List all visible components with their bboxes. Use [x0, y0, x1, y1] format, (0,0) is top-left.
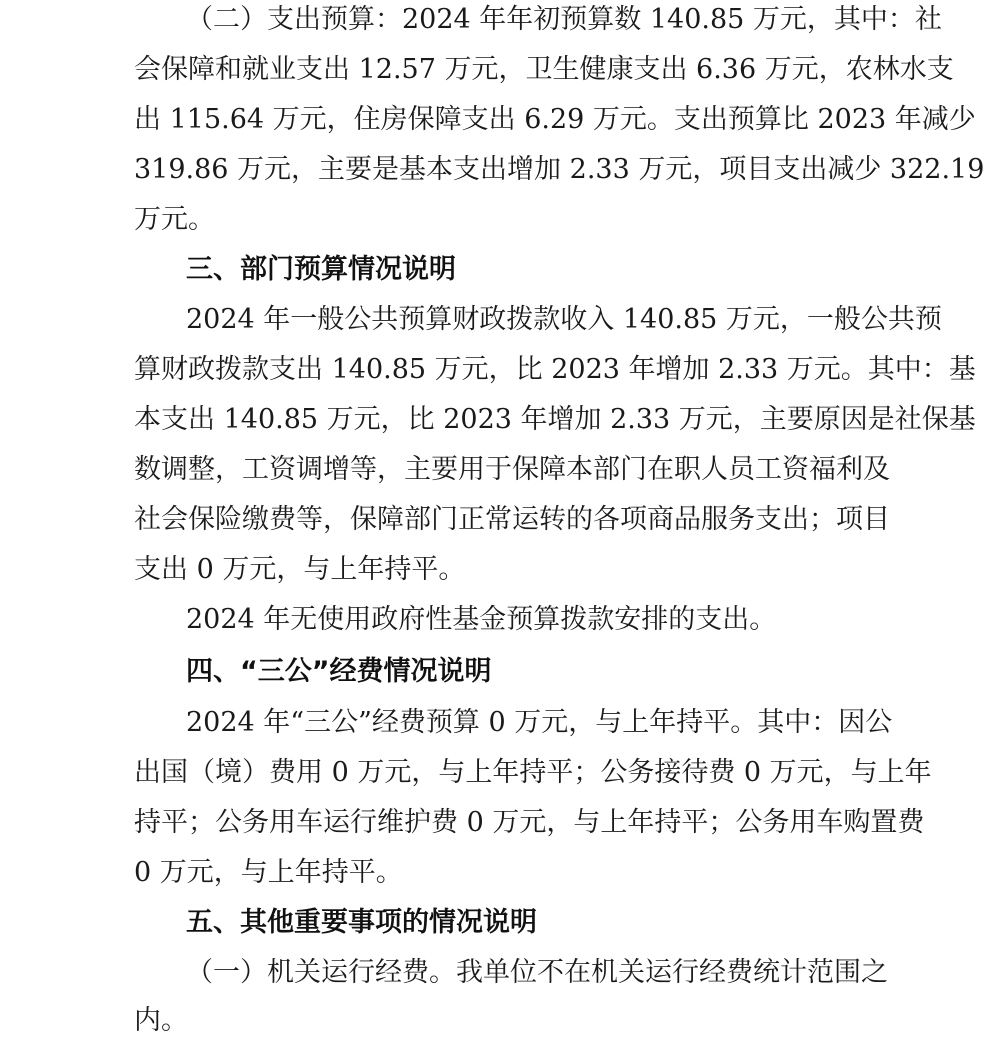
paragraph-line: 2024 年“三公”经费预算 0 万元，与上年持平。其中：因公	[186, 707, 893, 738]
paragraph-line: 2024 年一般公共预算财政拨款收入 140.85 万元，一般公共预	[186, 304, 942, 335]
paragraph-line: 会保障和就业支出 12.57 万元，卫生健康支出 6.36 万元，农林水支	[134, 54, 954, 85]
paragraph-line: 持平；公务用车运行维护费 0 万元，与上年持平；公务用车购置费	[134, 807, 925, 838]
paragraph-line: 本支出 140.85 万元，比 2023 年增加 2.33 万元，主要原因是社保基	[134, 404, 976, 435]
paragraph-line: （一）机关运行经费。我单位不在机关运行经费统计范围之	[186, 957, 888, 988]
paragraph-line: 内。	[134, 1005, 188, 1036]
paragraph-line: 2024 年无使用政府性基金预算拨款安排的支出。	[186, 604, 777, 635]
section-heading: 四、“三公”经费情况说明	[186, 656, 492, 687]
paragraph-line: 0 万元，与上年持平。	[134, 857, 403, 888]
paragraph-line: 出国（境）费用 0 万元，与上年持平；公务接待费 0 万元，与上年	[134, 757, 932, 788]
paragraph-line: 数调整，工资调增等，主要用于保障本部门在职人员工资福利及	[134, 454, 890, 485]
paragraph-line: 万元。	[134, 204, 215, 235]
section-heading: 三、部门预算情况说明	[186, 254, 456, 285]
paragraph-line: 出 115.64 万元，住房保障支出 6.29 万元。支出预算比 2023 年减少	[134, 104, 976, 135]
section-heading: 五、其他重要事项的情况说明	[186, 907, 537, 938]
paragraph-line: （二）支出预算：2024 年年初预算数 140.85 万元，其中：社	[186, 4, 942, 35]
paragraph-line: 算财政拨款支出 140.85 万元，比 2023 年增加 2.33 万元。其中：基	[134, 354, 976, 385]
paragraph-line: 319.86 万元，主要是基本支出增加 2.33 万元，项目支出减少 322.19	[134, 154, 985, 185]
paragraph-line: 支出 0 万元，与上年持平。	[134, 554, 466, 585]
paragraph-line: 社会保险缴费等，保障部门正常运转的各项商品服务支出；项目	[134, 504, 890, 535]
